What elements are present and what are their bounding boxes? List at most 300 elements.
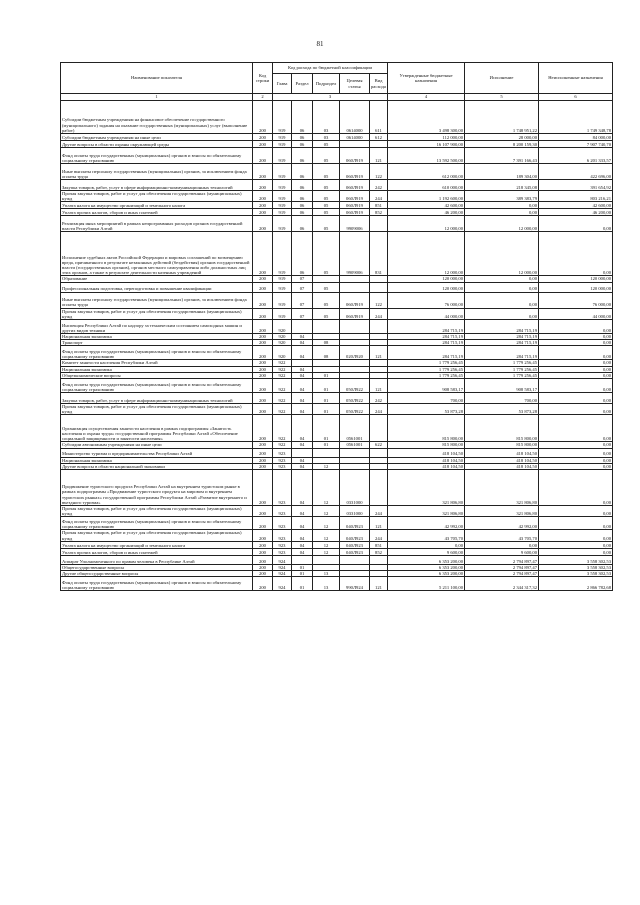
row-approved: 120 000,00 [388,276,465,282]
row-approved: 42 600,00 [388,202,465,209]
row-target: 040Л923 [340,548,370,555]
row-approved: 418 104,50 [388,448,465,457]
row-vid: 622 [370,442,388,448]
row-vid [370,415,388,442]
row-vid: 122 [370,292,388,308]
row-glava: 919 [273,282,292,292]
row-target [340,320,370,334]
table-row [61,180,613,191]
row-target: 060Л919 [340,308,370,319]
row-vid: 851 [370,541,388,548]
row-executed: 2 344 317,32 [465,577,539,591]
row-target [340,448,370,457]
row-podrazdel: 08 [313,340,340,346]
row-razdel: 04 [292,457,313,463]
table-row [61,141,613,148]
row-name: Уплата налога на имущество организаций и земельного налога [61,202,253,209]
row-glava: 923 [273,541,292,548]
row-razdel: 04 [292,415,313,442]
row-executed: 9 600,00 [465,548,539,555]
row-unexecuted: 0,00 [539,463,613,469]
row-vid [370,448,388,457]
table-row [61,134,613,141]
column-index: 5 [465,94,539,101]
row-name: Транспорт [61,340,253,346]
table-row [61,148,613,164]
row-executed: 1 748 951,22 [465,101,539,134]
row-executed: 418 104,50 [465,448,539,457]
header-executed: Исполнение [465,63,539,94]
header-budget-classification: Код расхода по бюджетной классификации [273,63,388,74]
row-vid: 244 [370,530,388,541]
row-code: 200 [253,541,273,548]
row-executed: 908 583,17 [465,379,539,393]
row-razdel: 06 [292,202,313,209]
row-glava: 923 [273,463,292,469]
row-vid: 242 [370,393,388,404]
row-target [340,141,370,148]
row-podrazdel: 05 [313,148,340,164]
row-glava: 922 [273,415,292,442]
row-target: 0561001 [340,442,370,448]
row-target: 9909006 [340,216,370,232]
row-vid: 244 [370,506,388,517]
row-glava: 923 [273,448,292,457]
row-approved: 5 211 100,00 [388,577,465,591]
row-code: 200 [253,372,273,378]
row-approved: 16 107 900,00 [388,141,465,148]
table-row [61,379,613,393]
row-vid: 852 [370,548,388,555]
row-name: Субсидии автономным учреждениям на иные цели [61,442,253,448]
row-code: 200 [253,216,273,232]
row-approved: 6 353 200,00 [388,571,465,577]
row-podrazdel: 01 [313,442,340,448]
row-target [340,282,370,292]
table-row [61,548,613,555]
table-row [61,232,613,276]
row-glava: 924 [273,571,292,577]
row-glava: 922 [273,404,292,415]
row-podrazdel: 13 [313,577,340,591]
row-glava: 919 [273,180,292,191]
row-unexecuted: 6 201 333,57 [539,148,613,164]
row-unexecuted: 0,00 [539,334,613,340]
table-row [61,308,613,319]
row-unexecuted: 42 600,00 [539,202,613,209]
row-glava: 920 [273,340,292,346]
row-glava: 919 [273,101,292,134]
row-razdel: 06 [292,216,313,232]
row-glava: 919 [273,216,292,232]
row-approved: 0,00 [388,541,465,548]
row-target: 060Л919 [340,164,370,180]
row-code: 200 [253,320,273,334]
row-vid: 244 [370,191,388,202]
row-glava: 922 [273,366,292,372]
row-code: 200 [253,564,273,570]
row-glava: 919 [273,134,292,141]
column-index-row [61,94,613,101]
row-razdel: 04 [292,506,313,517]
row-approved: 12 000,00 [388,216,465,232]
row-podrazdel: 12 [313,548,340,555]
row-target: 040Л923 [340,541,370,548]
row-unexecuted: 84 000,00 [539,134,613,141]
table-row [61,320,613,334]
row-razdel: 01 [292,577,313,591]
row-unexecuted: 391 654,92 [539,180,613,191]
row-unexecuted: 803 216,21 [539,191,613,202]
row-name: Прочая закупка товаров, работ и услуг для обеспечения государственных (муниципальных) нужд [61,404,253,415]
row-approved: 6 353 200,00 [388,555,465,564]
row-name: Прочая закупка товаров, работ и услуг для обеспечения государственных (муниципальных) нужд [61,506,253,517]
row-executed: 1 779 256,45 [465,366,539,372]
row-code: 200 [253,393,273,404]
row-name: Продвижение туристского продукта Республики Алтай на внутреннем туристском рынке в рамках подпрограммы «Продвижение туристского продукта на мировом и внутреннем туристских рынках» государственной программы Республики Алтай «Развитие внутреннего и въездного туризма» [61,470,253,506]
row-podrazdel: 01 [313,393,340,404]
row-unexecuted: 1 749 348,78 [539,101,613,134]
table-body [61,101,613,591]
row-podrazdel: 12 [313,541,340,548]
row-executed: 815 800,00 [465,442,539,448]
table-row [61,216,613,232]
row-approved: 700,00 [388,393,465,404]
row-razdel: 07 [292,308,313,319]
table-row [61,282,613,292]
row-unexecuted: 0,00 [539,360,613,366]
row-executed: 28 000,00 [465,134,539,141]
row-vid: 121 [370,517,388,530]
row-razdel: 04 [292,346,313,360]
row-approved: 44 000,00 [388,308,465,319]
row-executed: 7 391 166,43 [465,148,539,164]
row-glava: 919 [273,308,292,319]
row-glava: 922 [273,372,292,378]
row-glava: 922 [273,442,292,448]
row-name: Общегосударственные вопросы [61,564,253,570]
row-target: 040Л923 [340,530,370,541]
row-target: 0561001 [340,415,370,442]
row-podrazdel: 05 [313,164,340,180]
row-name: Субсидии бюджетным учреждениям на иные цели [61,134,253,141]
row-unexecuted: 0,00 [539,393,613,404]
row-glava: 922 [273,379,292,393]
row-code: 200 [253,141,273,148]
row-executed: 815 800,00 [465,415,539,442]
column-index: 6 [539,94,613,101]
row-approved: 284 715,19 [388,320,465,334]
row-name: Организация осуществления занятости населения в рамках подпрограммы «Занятость населения и охрана труда» государственной программы Республики Алтай «Обеспечение социальной защищенности и занятости населения» [61,415,253,442]
row-razdel: 04 [292,366,313,372]
row-razdel: 04 [292,404,313,415]
row-executed: 389 383,79 [465,191,539,202]
column-index: 2 [253,94,273,101]
row-target: 060Л919 [340,202,370,209]
row-razdel: 04 [292,393,313,404]
row-name: Другие вопросы в области национальной экономики [61,463,253,469]
row-name: Образование [61,276,253,282]
row-name: Фонд оплаты труда государственных (муниципальных) органов и взносы по обязательному социальному страхованию [61,346,253,360]
row-razdel: 04 [292,517,313,530]
row-unexecuted: 0,00 [539,517,613,530]
row-code: 200 [253,577,273,591]
row-razdel: 06 [292,232,313,276]
row-podrazdel [313,555,340,564]
row-code: 200 [253,308,273,319]
row-target: 0331000 [340,506,370,517]
row-approved: 3 498 300,00 [388,101,465,134]
row-unexecuted: 0,00 [539,340,613,346]
row-executed: 12 000,00 [465,232,539,276]
row-vid: 121 [370,577,388,591]
table-row [61,209,613,216]
row-vid: 122 [370,164,388,180]
row-unexecuted: 0,00 [539,379,613,393]
row-approved: 76 000,00 [388,292,465,308]
row-approved: 1 779 256,45 [388,360,465,366]
row-executed: 1 779 256,45 [465,372,539,378]
row-unexecuted: 3 558 302,53 [539,564,613,570]
header-unexecuted: Неисполненные назначения [539,63,613,94]
row-vid: 244 [370,404,388,415]
row-razdel: 04 [292,530,313,541]
row-glava: 919 [273,232,292,276]
column-index: 4 [388,94,465,101]
table-row [61,530,613,541]
row-glava: 923 [273,470,292,506]
table-row [61,415,613,442]
row-razdel: 01 [292,571,313,577]
header-target: Целевая статья [340,74,370,94]
row-podrazdel: 05 [313,292,340,308]
row-podrazdel: 05 [313,216,340,232]
row-vid [370,555,388,564]
row-glava: 923 [273,548,292,555]
row-name: Фонд оплаты труда государственных (муниципальных) органов и взносы по обязательному социальному страхованию [61,379,253,393]
row-vid: 121 [370,379,388,393]
header-podrazdel: Подраздел [313,74,340,94]
row-target: 060Л919 [340,180,370,191]
row-approved: 1 779 256,45 [388,372,465,378]
row-podrazdel: 12 [313,530,340,541]
row-code: 200 [253,379,273,393]
row-podrazdel: 05 [313,308,340,319]
row-razdel: 06 [292,101,313,134]
row-approved: 284 715,19 [388,346,465,360]
row-target: 0614000 [340,134,370,141]
row-unexecuted: 0,00 [539,506,613,517]
row-podrazdel: 01 [313,415,340,442]
row-unexecuted: 0,00 [539,457,613,463]
row-executed: 284 715,19 [465,334,539,340]
row-name: Реализация иных мероприятий в рамках непрограммных расходов органов государственной власти Республики Алтай [61,216,253,232]
row-razdel: 04 [292,463,313,469]
row-glava: 919 [273,164,292,180]
row-approved: 321 806,80 [388,470,465,506]
row-approved: 815 800,00 [388,442,465,448]
header-code-line: Код строки [253,63,273,94]
row-podrazdel [313,320,340,334]
row-podrazdel: 05 [313,191,340,202]
row-vid: 242 [370,180,388,191]
row-approved: 42 992,00 [388,517,465,530]
row-razdel: 04 [292,334,313,340]
row-podrazdel: 05 [313,141,340,148]
row-podrazdel: 01 [313,404,340,415]
row-approved: 418 104,50 [388,457,465,463]
row-code: 200 [253,191,273,202]
row-code: 200 [253,366,273,372]
row-vid [370,282,388,292]
row-vid [370,141,388,148]
row-vid: 121 [370,346,388,360]
row-vid: 851 [370,202,388,209]
row-target: 020Л920 [340,346,370,360]
row-approved: 321 806,80 [388,506,465,517]
row-executed: 53 873,28 [465,404,539,415]
row-approved: 12 000,00 [388,232,465,276]
row-code: 200 [253,292,273,308]
row-glava: 924 [273,555,292,564]
row-code: 200 [253,415,273,442]
row-podrazdel: 01 [313,379,340,393]
row-name: Уплата прочих налогов, сборов и иных платежей [61,209,253,216]
row-target: 050Л922 [340,379,370,393]
row-glava: 919 [273,141,292,148]
table-row [61,101,613,134]
table-row [61,470,613,506]
row-executed: 0,00 [465,541,539,548]
row-unexecuted: 0,00 [539,216,613,232]
row-code: 200 [253,164,273,180]
row-razdel [292,320,313,334]
column-index: 3 [273,94,388,101]
row-code: 200 [253,346,273,360]
row-podrazdel: 05 [313,282,340,292]
header-glava: Глава [273,74,292,94]
row-name: Иные выплаты персоналу государственных (муниципальных) органов, за исключением фонда оплаты труда [61,164,253,180]
row-code: 200 [253,180,273,191]
row-approved: 418 104,50 [388,463,465,469]
row-name: Министерство туризма и предпринимательства Республики Алтай [61,448,253,457]
row-razdel: 04 [292,442,313,448]
row-approved: 1 192 600,00 [388,191,465,202]
row-code: 200 [253,282,273,292]
row-glava: 924 [273,577,292,591]
row-unexecuted: 44 000,00 [539,308,613,319]
header-approved: Утвержденные бюджетные назначения [388,63,465,94]
row-vid [370,216,388,232]
row-razdel: 04 [292,548,313,555]
row-approved: 1 779 256,45 [388,366,465,372]
row-razdel [292,555,313,564]
row-name: Другие вопросы в области охраны окружающей среды [61,141,253,148]
row-approved: 6 353 200,00 [388,564,465,570]
row-executed: 0,00 [465,276,539,282]
row-unexecuted: 0,00 [539,232,613,276]
row-approved: 612 000,00 [388,164,465,180]
row-podrazdel: 12 [313,470,340,506]
row-razdel [292,448,313,457]
row-name: Прочая закупка товаров, работ и услуг для обеспечения государственных (муниципальных) нужд [61,308,253,319]
row-unexecuted: 120 000,00 [539,276,613,282]
row-razdel: 06 [292,164,313,180]
row-podrazdel: 03 [313,101,340,134]
row-executed: 8 200 159,30 [465,141,539,148]
row-approved: 120 000,00 [388,282,465,292]
row-target: 060Л919 [340,191,370,202]
row-vid: 852 [370,209,388,216]
row-code: 200 [253,202,273,209]
row-podrazdel: 13 [313,571,340,577]
row-code: 200 [253,134,273,141]
row-approved: 46 200,00 [388,209,465,216]
row-unexecuted: 2 866 782,68 [539,577,613,591]
row-razdel: 04 [292,541,313,548]
row-razdel: 06 [292,134,313,141]
row-glava: 920 [273,346,292,360]
row-executed: 12 000,00 [465,216,539,232]
row-glava: 922 [273,360,292,366]
row-executed: 218 345,08 [465,180,539,191]
row-vid [370,320,388,334]
row-executed: 284 715,19 [465,346,539,360]
row-executed: 0,00 [465,292,539,308]
row-code: 200 [253,334,273,340]
row-glava: 923 [273,530,292,541]
row-unexecuted: 0,00 [539,530,613,541]
row-unexecuted: 46 200,00 [539,209,613,216]
row-glava: 919 [273,191,292,202]
row-executed: 418 104,50 [465,463,539,469]
row-glava: 919 [273,292,292,308]
row-razdel: 04 [292,372,313,378]
row-code: 200 [253,517,273,530]
row-podrazdel [313,448,340,457]
row-razdel: 07 [292,282,313,292]
row-unexecuted: 7 907 740,70 [539,141,613,148]
row-approved: 9 600,00 [388,548,465,555]
table-row [61,577,613,591]
table-row [61,517,613,530]
row-unexecuted: 0,00 [539,372,613,378]
row-name: Другие общегосударственные вопросы [61,571,253,577]
row-vid: 611 [370,101,388,134]
row-code: 200 [253,101,273,134]
row-unexecuted: 0,00 [539,470,613,506]
row-code: 200 [253,530,273,541]
row-code: 200 [253,555,273,564]
row-executed: 0,00 [465,282,539,292]
row-razdel: 04 [292,340,313,346]
table-row [61,506,613,517]
row-target: 060Л919 [340,209,370,216]
table-row [61,191,613,202]
table-row [61,346,613,360]
table-row [61,164,613,180]
row-approved: 53 873,28 [388,404,465,415]
row-code: 200 [253,276,273,282]
row-executed: 700,00 [465,393,539,404]
row-razdel: 06 [292,141,313,148]
row-code: 200 [253,448,273,457]
row-razdel: 06 [292,148,313,164]
row-executed: 42 992,00 [465,517,539,530]
row-name: Профессиональная подготовка, переподготовка и повышение квалификации [61,282,253,292]
row-target: 060Л919 [340,148,370,164]
row-executed: 321 806,80 [465,470,539,506]
